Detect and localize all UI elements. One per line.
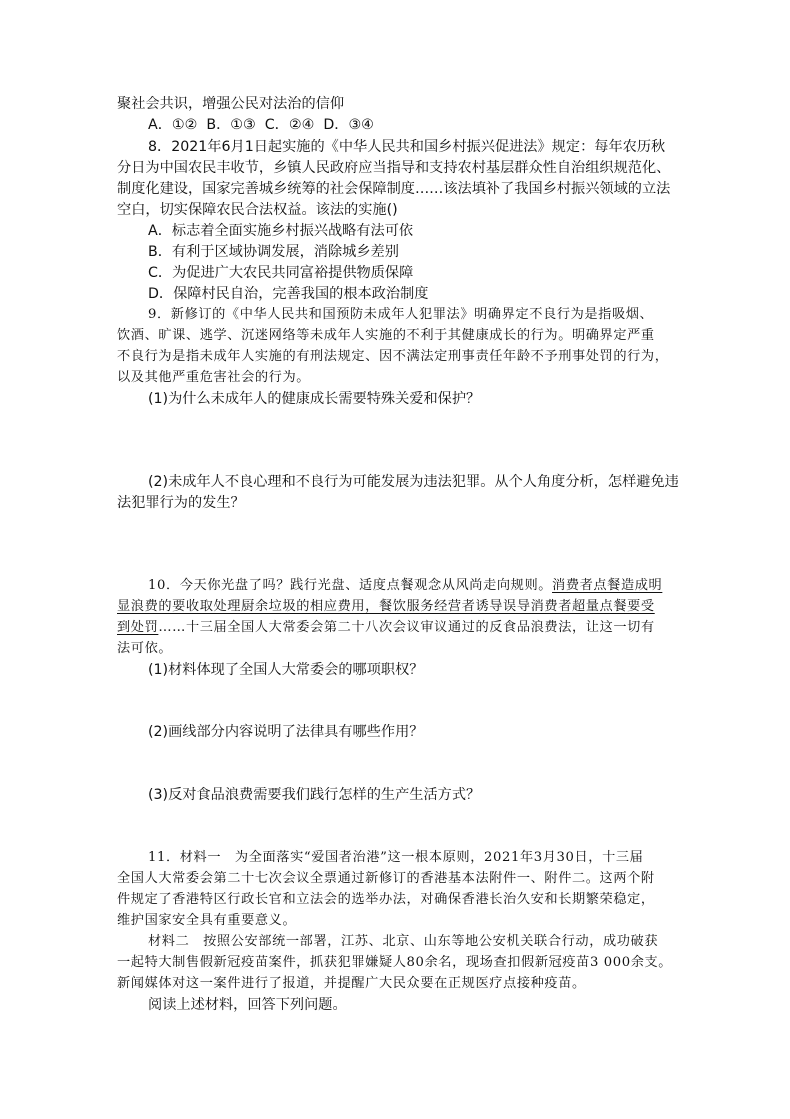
q11-material-line: 材料二 按照公安部统一部署，江苏、北京、山东等地公安机关联合行动，成功破获 [148,934,659,949]
text-line: 聚社会共识，增强公民对法治的信仰 [117,96,345,112]
q8-stem-line: 制度化建设，国家完善城乡统筹的社会保障制度……该法填补了我国乡村振兴领域的立法 [117,181,671,197]
q8-option-b: B．有利于区域协调发展，消除城乡差别 [148,244,399,260]
q8-stem-line: 空白，切实保障农民合法权益。该法的实施() [117,202,398,218]
q10-stem-line [148,576,662,596]
q10-stem-line: 法可依。 [117,641,173,656]
q10-subquestion-3: (3)反对食品浪费需要我们践行怎样的生产生活方式？ [148,787,481,803]
q10-underlined-line: 显浪费的要收取处理厨余垃圾的相应费用，餐饮服务经营者诱导误导消费者超量点餐要受 [117,599,655,614]
q8-option-a: A．标志着全面实施乡村振兴战略有法可依 [148,223,414,239]
q8-stem-line: 分日为中国农民丰收节，乡镇人民政府应当指导和支持农村基层群众性自治组织规范化、 [117,160,671,176]
q9-subquestion-2: (2)未成年人不良心理和不良行为可能发展为违法犯罪。从个人角度分析，怎样避免违 [148,474,679,490]
q11-material-line: 件规定了香港特区行政长官和立法会的选举办法，对确保香港长治久安和长期繁荣稳定， [117,892,655,907]
q10-text: 10．今天你光盘了吗？践行光盘、适度点餐观念从风尚走向规则。 [148,578,553,593]
q10-text: ……十三届全国人大常委会第二十八次会议审议通过的反食品浪费法，让这一切有 [158,620,655,635]
q7-options [148,115,374,135]
q10-stem-line [117,618,655,638]
option-c: C．②④ [264,117,315,133]
q11-material-line: 一起特大制售假新冠疫苗案件，抓获犯罪嫌疑人80余名，现场查扣假新冠疫苗3 000余支。 [117,955,673,970]
q11-material-line: 11．材料一 为全面落实“爱国者治港”这一根本原则，2021年3月30日，十三届 [148,850,644,865]
q10-subquestion-2: (2)画线部分内容说明了法律具有哪些作用？ [148,724,424,740]
q10-subquestion-1: (1)材料体现了全国人大常委会的哪项职权？ [148,662,424,678]
option-a: A．①② [148,117,198,133]
q8-option-d: D．保障村民自治，完善我国的根本政治制度 [148,286,429,302]
q10-underlined-text: 消费者点餐造成明 [552,578,663,593]
q11-material-line: 全国人大常委会第二十七次会议全票通过新修订的香港基本法附件一、附件二。这两个附 [117,871,655,886]
q11-material-line: 新闻媒体对这一案件进行了报道，并提醒广大民众要在正规医疗点接种疫苗。 [117,976,586,991]
q8-stem-line: 8．2021年6月1日起实施的《中华人民共和国乡村振兴促进法》规定：每年农历秋 [148,139,666,155]
q11-instruction: 阅读上述材料，回答下列问题。 [148,997,347,1013]
option-b: B．①③ [206,117,256,133]
q11-material-line: 维护国家安全具有重要意义。 [117,913,297,928]
q10-underlined-text: 到处罚 [117,620,159,635]
q9-stem-line: 9．新修订的《中华人民共和国预防未成年人犯罪法》明确界定不良行为是指吸烟、 [148,307,654,322]
q9-subquestion-2-cont: 法犯罪行为的发生？ [117,495,245,511]
q9-stem-line: 饮酒、旷课、逃学、沉迷网络等未成年人实施的不利于其健康成长的行为。明确界定严重 [117,328,655,343]
option-d: D．③④ [323,117,374,133]
q9-stem-line: 不良行为是指未成年人实施的有刑法规定、因不满法定刑事责任年龄不予刑事处罚的行为， [117,349,669,364]
q9-stem-line: 以及其他严重危害社会的行为。 [117,370,311,385]
q9-subquestion-1: (1)为什么未成年人的健康成长需要特殊关爱和保护？ [148,391,481,407]
q8-option-c: C．为促进广大农民共同富裕提供物质保障 [148,265,414,281]
